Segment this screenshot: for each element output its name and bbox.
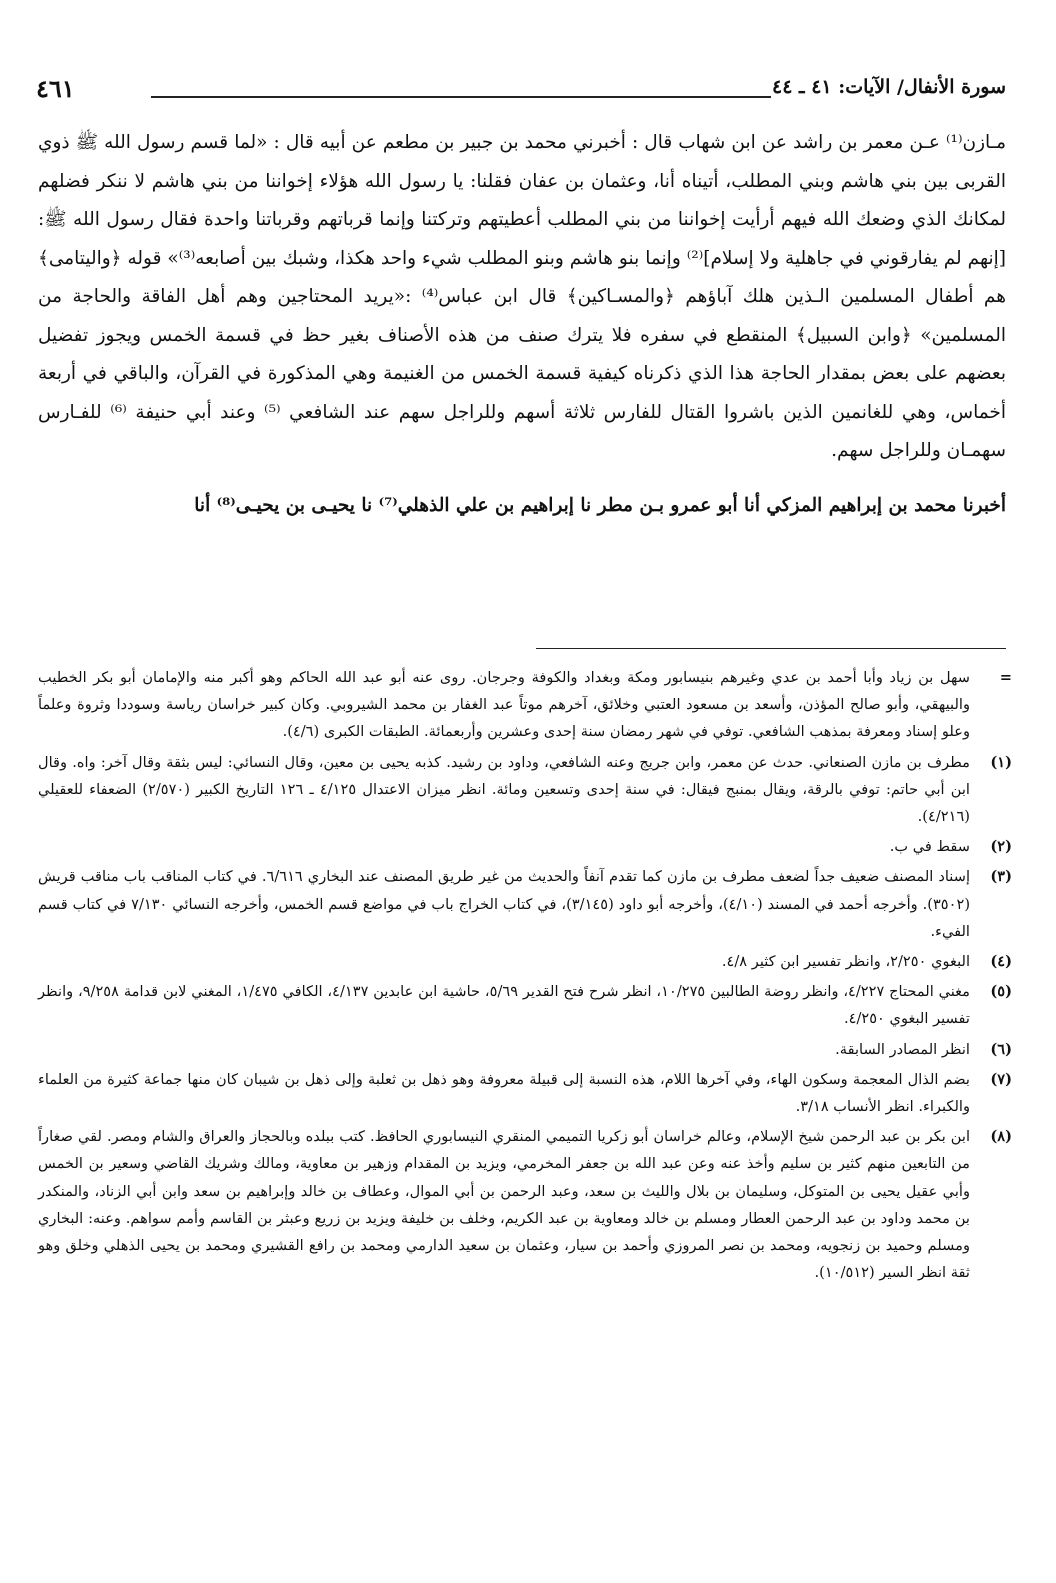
- footnote-4: [38, 948, 1012, 975]
- footnote-3: [38, 863, 1012, 945]
- footnote-text: سهل بن زياد وأبا أحمد بن عدي وغيرهم بنيسابور ومكة وبغداد والكوفة وجرجان. روى عنه أبو عبد الله الحاكم وهو أكبر منه والإمامان أبو بكر الخطيب والبيهقي، وأبو صالح المؤذن، وأسعد بن مسعود العتبي وخلائق، آخرهم موتاً عبد الغفار بن محمد الشيروبي. وكان كبير خراسان رياسة وسوددا وثروة وعلماً وعلو إسناد ومعرفة بمذهب الشافعي. توفي في شهر رمضان سنة إحدى وعشرين وأربعمائة. الطبقات الكبرى (٤/٦).: [38, 669, 970, 741]
- page-number: ٤٦١: [36, 74, 75, 103]
- footnote-text: مطرف بن مازن الصنعاني. حدث عن معمر، وابن جريج وعنه الشافعي، وداود بن رشيد. كذبه يحيى بن معين، وقال النسائي: ليس بثقة وقال آخر: واه. وقال ابن أبي حاتم: توفي بالرقة، ويقال بمنبج فيقال: في سنة إحدى وتسعين ومائة. انظر ميزان الاعتدال ٤/١٢٥ ـ ١٢٦ التاريخ الكبير (٢/٥٧٠) الضعفاء للعقيلي (٤/٢١٦).: [38, 753, 970, 826]
- footnote-2: [38, 833, 1012, 860]
- footnote-text: انظر المصادر السابقة.: [835, 1040, 970, 1058]
- footnote-marker: (٤): [990, 953, 1012, 971]
- footnote-separator: [536, 648, 1006, 649]
- footnote-continued: [38, 664, 1012, 746]
- footnote-text: ابن بكر بن عبد الرحمن شيخ الإسلام، وعالم خراسان أبو زكريا التميمي المنقري النيسابوري الحافظ. كتب ببلده وبالحجاز والعراق والشام ومصر. لقي صغاراً من التابعين منهم كثير بن سليم وأخذ عنه وعن عبد الله بن جعفر المخرمي، ويزيد بن المقدام وزهير بن معاوية، ومالك وشريك القاضي وسعير بن الخمس وأبي عقيل يحيى بن المتوكل، وسليمان بن بلال والليث بن سعد، وعبد الرحمن بن أبي الموال، وعطاف بن خالد وإبراهيم بن سعد وابن أبي الزناد، والمنكدر بن محمد وداود بن عبد الرحمن العطار ومسلم بن خالد ومعاوية بن عبد الكريم، وخلف بن خليفة ويزيد بن زريع وعبثر بن القاسم وأمم سواهم. وعنه: البخاري ومسلم وحميد بن زنجويه، ومحمد بن نصر المروزي وأحمد بن سيار، وعثمان بن سعيد الدارمي ومحمد بن رافع القشيري ومحمد بن يحيى الذهلي وخلق وهو ثقة انظر السير (١٠/٥١٢).: [38, 1128, 970, 1282]
- footnote-text: مغني المحتاج ٤/٢٢٧، وانظر روضة الطالبين ١٠/٢٧٥، انظر شرح فتح القدير ٥/٦٩، حاشية ابن عابدين ٤/١٣٧، الكافي ١/٤٧٥، المغني لابن قدامة ٩/٢٥٨، وانظر تفسير البغوي ٤/٢٥٠.: [38, 983, 971, 1028]
- footnote-6: [38, 1036, 1012, 1063]
- footnote-marker: (٢): [990, 838, 1012, 856]
- footnote-marker: (٦): [990, 1040, 1012, 1058]
- footnote-marker: =: [999, 669, 1012, 686]
- footnote-marker: (٧): [990, 1070, 1012, 1088]
- footnote-5: [38, 978, 1012, 1032]
- header-rule: [151, 96, 771, 98]
- footnote-7: [38, 1066, 1012, 1120]
- footnote-marker: (٨): [990, 1128, 1012, 1146]
- footnote-8: [38, 1123, 1012, 1286]
- footnote-text: البغوي ٢/٢٥٠، وانظر تفسير ابن كثير ٤/٨.: [721, 953, 970, 971]
- footnote-text: إسناد المصنف ضعيف جداً لضعف مطرف بن مازن كما تقدم آنفاً والحديث من غير طريق المصنف عند البخاري ٦/٦١٦. في كتاب المناقب باب مناقب قريش (٣٥٠٢). وأخرجه أحمد في المسند (٤/١٠)، وأخرجه أبو داود (٣/١٤٥)، في كتاب الخراج باب في مواضع قسم الخمس، وأخرجه النسائي ٧/١٣٠ في كتاب قسم الفيء.: [38, 868, 971, 940]
- footnote-marker: (٣): [990, 868, 1012, 886]
- main-text: [38, 124, 1006, 525]
- running-header: [36, 72, 1006, 112]
- footnote-text: بضم الذال المعجمة وسكون الهاء، وفي آخرها اللام، هذه النسبة إلى قبيلة معروفة وهو ذهل بن ثعلبة وإلى ذهل بن شيبان كان منها جماعة كثيرة من العلماء والكبراء. انظر الأنساب ٣/١٨.: [38, 1070, 970, 1116]
- footnotes: [38, 664, 1012, 1289]
- main-paragraph-1: مـازن⁽¹⁾ عـن معمر بن راشد عن ابن شهاب قال : أخبرني محمد بن جبير بن مطعم عن أبيه قال : «لما قسم رسول الله ﷺ ذوي القربى بين بني هاشم وبني المطلب، أتيناه أنا، وعثمان بن عفان فقلنا: يا رسول الله هؤلاء إخواننا من بني هاشم لا ننكر فضلهم لمكانك الذي وضعك الله فيهم أرأيت إخواننا من بني المطلب أعطيتهم وتركتنا وإنما قرباتهم وقرباتنا واحدة فقال رسول الله ﷺ: [إنهم لم يفارقوني في جاهلية ولا إسلام]⁽²⁾ وإنما بنو هاشم وبنو المطلب شيء واحد هكذا، وشبك بين أصابعه⁽³⁾» قوله ﴿واليتامى﴾ هم أطفال المسلمين الـذين هلك آباؤهم ﴿والمسـاكين﴾ قال ابن عباس⁽⁴⁾ :«يريد المحتاجين وهم أهل الفاقة والحاجة من المسلمين» ﴿وابن السبيل﴾ المنقطع في سفره فلا يترك صنف من هذه الأصناف بغير حظ في قسمة الخمس ويجوز تفضيل بعضهم على بعض بمقدار الحاجة هذا الذي ذكرناه كيفية قسمة الخمس من الغنيمة وهي المذكورة في القرآن، والباقي في أربعة أخماس، وهي للغانمين الذين باشروا القتال للفارس ثلاثة أسهم وللراجل سهم عند الشافعي ⁽⁵⁾ وعند أبي حنيفة ⁽⁶⁾ للفـارس سهمـان وللراجل سهم.: [38, 132, 1006, 461]
- footnote-marker: (١): [990, 753, 1012, 771]
- footnote-text: سقط في ب.: [889, 838, 970, 856]
- footnote-marker: (٥): [990, 983, 1012, 1001]
- surah-title: سورة الأنفال/ الآيات: ٤١ ـ ٤٤: [772, 76, 1006, 98]
- main-paragraph-2: أخبرنا محمد بن إبراهيم المزكي أنا أبو عمرو بـن مطر نا إبراهيم بن علي الذهلي⁽⁷⁾ نا يحيـى بن يحيـى⁽⁸⁾ أنا: [194, 494, 1006, 516]
- footnote-1: [38, 749, 1012, 831]
